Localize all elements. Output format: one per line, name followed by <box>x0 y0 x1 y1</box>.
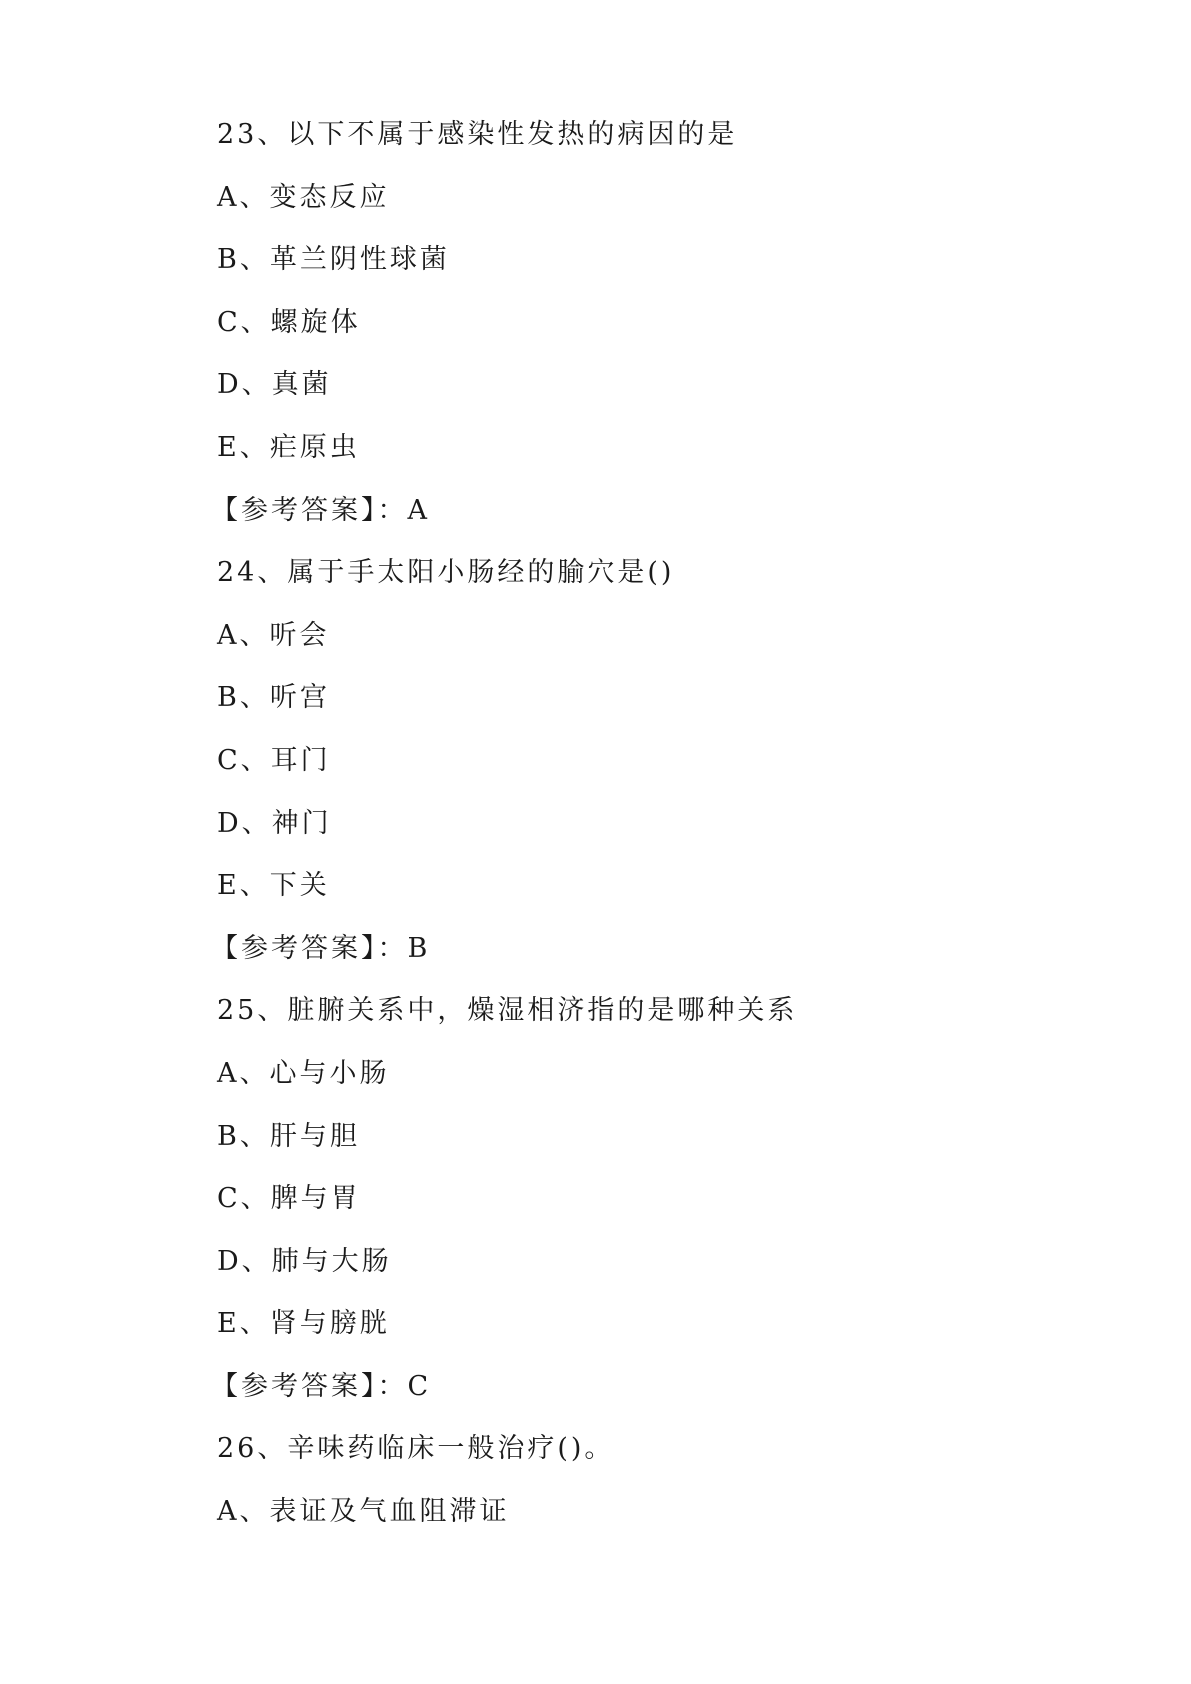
question-25-option-a: A、心与小肠 <box>217 1057 390 1089</box>
question-26-option-a: A、表证及气血阻滞证 <box>217 1496 510 1528</box>
question-25-answer: 【参考答案】：C <box>211 1370 432 1402</box>
question-24-option-e: E、下关 <box>217 870 330 902</box>
question-25-text: 25、脏腑关系中，燥湿相济指的是哪种关系 <box>217 995 798 1027</box>
question-25-option-b: B、肝与胆 <box>217 1120 360 1152</box>
question-24-text: 24、属于手太阳小肠经的腧穴是() <box>217 557 675 589</box>
question-24-option-a: A、听会 <box>217 619 330 651</box>
question-24-option-b: B、听宫 <box>217 682 330 714</box>
question-23-option-e: E、疟原虫 <box>217 431 360 463</box>
question-25-option-e: E、肾与膀胱 <box>217 1308 390 1340</box>
question-25-option-d: D、肺与大肠 <box>217 1245 392 1277</box>
question-26-text: 26、辛味药临床一般治疗()。 <box>217 1433 615 1465</box>
question-23-option-c: C、螺旋体 <box>217 306 361 338</box>
question-24-option-c: C、耳门 <box>217 744 331 776</box>
question-23-option-b: B、革兰阴性球菌 <box>217 244 450 276</box>
question-24-answer: 【参考答案】：B <box>211 932 431 964</box>
question-24-option-d: D、神门 <box>217 807 332 839</box>
question-23-text: 23、以下不属于感染性发热的病因的是 <box>217 119 738 150</box>
question-23-option-d: D、真菌 <box>217 369 332 401</box>
question-list <box>211 104 1077 1544</box>
question-23-option-a: A、变态反应 <box>217 181 390 213</box>
question-23-answer: 【参考答案】：A <box>211 494 430 526</box>
question-25-option-c: C、脾与胃 <box>217 1183 361 1215</box>
